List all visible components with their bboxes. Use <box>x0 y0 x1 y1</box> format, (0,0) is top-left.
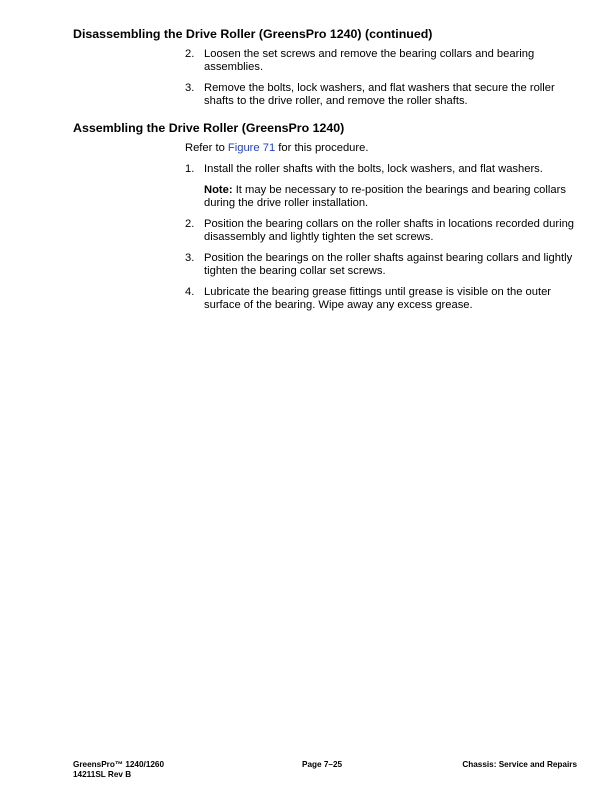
step-text: Lubricate the bearing grease fittings until grease is visible on the outer surface of the bearing. Wipe away any excess grease. <box>204 286 552 311</box>
footer-product: GreensPro™ 1240/1260 <box>73 760 165 769</box>
section-title-assembling: Assembling the Drive Roller (GreensPro 1240) <box>73 121 345 135</box>
step-text: Position the bearings on the roller shafts against bearing collars and lightly tighten the bearing collar set screws. <box>204 252 573 277</box>
footer-left <box>73 760 164 780</box>
intro-paragraph: Refer to Figure 71 for this procedure. <box>185 142 369 154</box>
disassembly-steps <box>185 48 580 116</box>
step-text: Position the bearing collars on the roller shafts in locations recorded during disassembly and lightly tighten the set screws. <box>204 218 575 243</box>
step-item: 2. Loosen the set screws and remove the bearing collars and bearing assemblies. <box>185 48 535 73</box>
step-item: 1. Install the roller shafts with the bolts, lock washers, and flat washers. <box>185 163 543 175</box>
step-text: Loosen the set screws and remove the bearing collars and bearing assemblies. <box>204 48 535 73</box>
assembly-steps <box>185 142 580 320</box>
step-item: 3. Remove the bolts, lock washers, and flat washers that secure the roller shafts to the drive roller, and remove the roller shafts. <box>185 82 555 107</box>
note-text: It may be necessary to re-position the bearings and bearing collars during the drive roller installation. <box>204 184 566 209</box>
step-item: 2. Position the bearing collars on the roller shafts in locations recorded during disassembly and lightly tighten the set screws. <box>185 218 575 243</box>
footer-page-number: Page 7–25 <box>302 760 343 769</box>
step-item: 3. Position the bearings on the roller shafts against bearing collars and lightly tighten the bearing collar set screws. <box>185 252 573 277</box>
figure-71-link[interactable]: Figure 71 <box>227 142 276 154</box>
section-title-disassembling: Disassembling the Drive Roller (GreensPro 1240) (continued) <box>73 27 433 41</box>
footer-chapter: Chassis: Service and Repairs <box>462 760 577 769</box>
step-item: 4. Lubricate the bearing grease fittings until grease is visible on the outer surface of the bearing. Wipe away any excess grease. <box>185 286 552 311</box>
step-text: Remove the bolts, lock washers, and flat washers that secure the roller shafts to the drive roller, and remove the roller shafts. <box>204 82 555 107</box>
footer-doc-number: 14211SL Rev B <box>73 770 132 779</box>
note-block <box>185 184 580 210</box>
step-text: Install the roller shafts with the bolts, lock washers, and flat washers. <box>204 163 543 175</box>
note-label: Note: <box>204 184 233 196</box>
